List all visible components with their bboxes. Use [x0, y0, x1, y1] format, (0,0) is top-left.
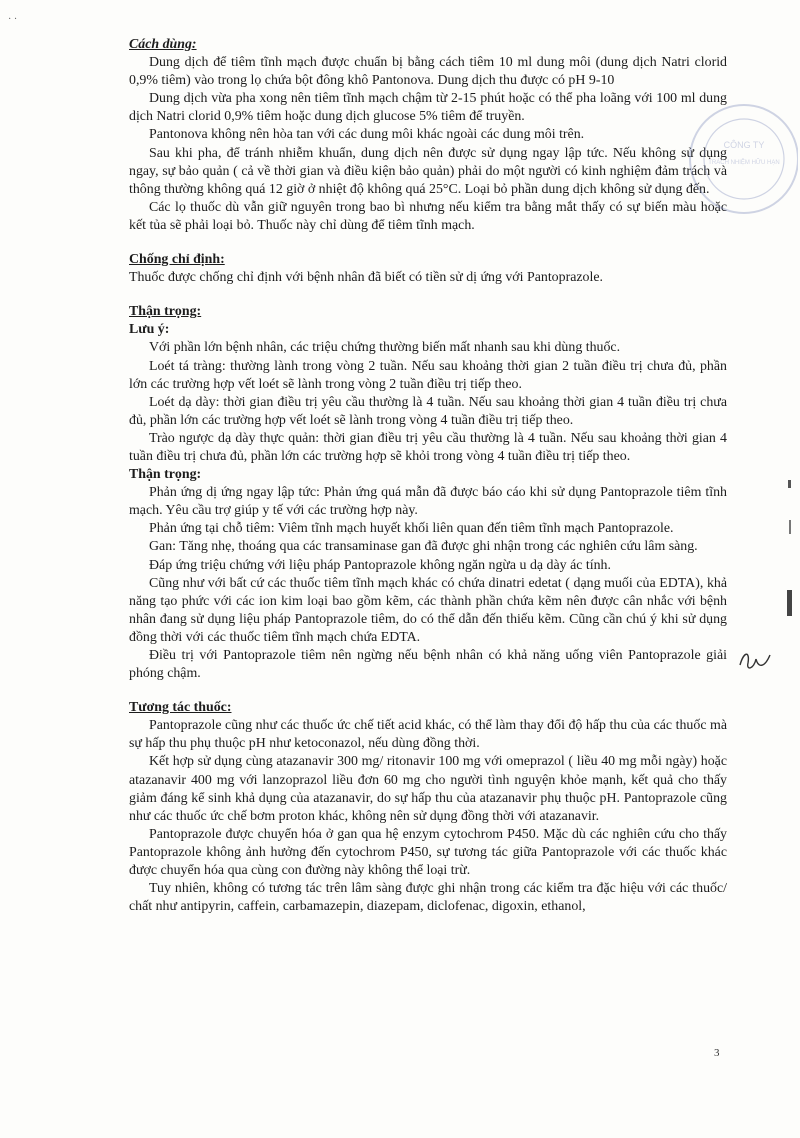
caution-paragraph: Điều trị với Pantoprazole tiêm nên ngừng nếu bệnh nhân có khả năng uống viên Pantoprazole giải phóng chậm.	[129, 648, 727, 682]
scan-speck: · ·	[8, 14, 18, 25]
interactions-paragraph: Kết hợp sử dụng cùng atazanavir 300 mg/ ritonavir 100 mg với omeprazol ( liều 40 mg mỗi ngày) hoặc atazanavir 400 mg với lanzoprazol liều đơn 60 mg cho người tình nguyện khỏe mạnh, kết quả cho thấy giảm đáng kể sinh khả dụng của atazanavir, do sự hấp thu của atazanavir phụ thuộc pH. Pantoprazole cũng như các thuốc ức chế bơm proton khác, không nên sử dụng đồng thời với atazanavir.	[129, 754, 727, 824]
stamp-text-top: CÔNG TY	[723, 140, 765, 150]
interactions-paragraph: Pantoprazole cũng như các thuốc ức chế tiết acid khác, có thể làm thay đổi độ hấp thu của các thuốc mà sự hấp thu phụ thuộc pH như ketoconazol, nếu dùng đồng thời.	[129, 718, 727, 752]
interactions-heading: Tương tác thuốc:	[129, 700, 232, 716]
caution-heading: Thận trọng:	[129, 304, 202, 320]
contraindication-paragraph: Thuốc được chống chỉ định với bệnh nhân đã biết có tiền sử dị ứng với Pantoprazole.	[129, 270, 603, 286]
caution-subheading: Thận trọng:	[129, 467, 202, 483]
binding-edge-marks	[786, 480, 794, 620]
stamp-text-mid: TRÁCH NHIỆM HỮU HẠN	[708, 160, 780, 166]
note-paragraph: Loét dạ dày: thời gian điều trị yêu cầu thường là 4 tuần. Nếu sau khoảng thời gian 4 tuần điều trị chưa đủ, phần lớn các trường hợp vết loét sẽ lành trong vòng 4 tuần điều trị tiếp theo.	[129, 394, 727, 428]
usage-paragraph: Các lọ thuốc dù vẫn giữ nguyên trong bao bì nhưng nếu kiểm tra bằng mắt thấy có sự biến màu hoặc kết tủa sẽ phải loại bỏ. Thuốc này chỉ dùng để tiêm tĩnh mạch.	[129, 199, 727, 233]
note-paragraph: Trào ngược dạ dày thực quản: thời gian điều trị yêu cầu thường là 4 tuần. Nếu sau khoảng thời gian 4 tuần điều trị chưa đủ, phần lớn các trường hợp sẽ khỏi trong vòng 4 tuần điều trị tiếp theo.	[129, 430, 727, 464]
usage-heading: Cách dùng:	[129, 37, 197, 52]
caution-paragraph: Gan: Tăng nhẹ, thoáng qua các transaminase gan đã được ghi nhận trong các nghiên cứu lâm sàng.	[149, 539, 698, 555]
usage-paragraph: Dung dịch để tiêm tĩnh mạch được chuẩn bị bằng cách tiêm 10 ml dung môi (dung dịch Natri clorid 0,9% tiêm) vào trong lọ chứa bột đông khô Pantonova. Dung dịch thu được có pH 9-10	[129, 55, 727, 89]
usage-paragraph: Sau khi pha, để tránh nhiễm khuẩn, dung dịch nên được sử dụng ngay lập tức. Nếu không sử dụng ngay, sự bảo quản ( cả về thời gian và điều kiện bảo quản) phải do một người có kinh nghiệm đảm trách và thông thường không quá 12 giờ ở nhiệt độ không quá 25°C. Loại bỏ phần dung dịch không sử dụng đến.	[129, 145, 727, 197]
document-body	[129, 36, 727, 916]
page-number: 3	[714, 1047, 720, 1059]
interactions-paragraph: Pantoprazole được chuyển hóa ở gan qua hệ enzym cytochrom P450. Mặc dù các nghiên cứu cho thấy Pantoprazole không ảnh hưởng đến cytochrom P450, sự tương tác giữa Pantoprazole với các thuốc khác được chuyển hóa qua cùng con đường này không thể loại trừ.	[129, 826, 727, 879]
note-paragraph: Với phần lớn bệnh nhân, các triệu chứng thường biến mất nhanh sau khi dùng thuốc.	[149, 340, 621, 356]
caution-paragraph: Phản ứng dị ứng ngay lập tức: Phản ứng quá mẫn đã được báo cáo khi sử dụng Pantoprazole tiêm tĩnh mạch. Yêu cầu trợ giúp y tế với các trường hợp này.	[129, 485, 727, 519]
note-heading: Lưu ý:	[129, 322, 170, 338]
contraindication-heading: Chống chỉ định:	[129, 252, 225, 268]
usage-paragraph: Dung dịch vừa pha xong nên tiêm tĩnh mạch chậm từ 2-15 phút hoặc có thể pha loãng với 100 ml dung dịch Natri clorid 0,9% tiêm hoặc dung dịch glucose 5% tiêm để truyền.	[129, 91, 727, 125]
interactions-paragraph: Tuy nhiên, không có tương tác trên lâm sàng được ghi nhận trong các kiểm tra đặc hiệu với các thuốc/ chất như antipyrin, caffein, carbamazepin, diazepam, diclofenac, digoxin, ethanol,	[129, 881, 727, 915]
note-paragraph: Loét tá tràng: thường lành trong vòng 2 tuần. Nếu sau khoảng thời gian 2 tuần điều trị chưa đủ, phần lớn các trường hợp vết loét sẽ lành trong vòng 2 tuần điều trị tiếp theo.	[129, 358, 727, 392]
caution-paragraph: Đáp ứng triệu chứng với liệu pháp Pantoprazole không ngăn ngừa u dạ dày ác tính.	[149, 557, 611, 573]
caution-paragraph: Cũng như với bất cứ các thuốc tiêm tĩnh mạch khác có chứa dinatri edetat ( dạng muối của EDTA), khả năng tạo phức với các ion kim loại bao gồm kẽm, các thành phần chứa kẽm nên được cân nhắc với bệnh nhân đang sử dụng liệu pháp Pantoprazole tiêm, do có thể dẫn đến thiếu kẽm. Cũng cần chú ý khi sử dụng đồng thời với các thuốc tiêm tĩnh mạch chứa EDTA.	[129, 575, 727, 645]
handwritten-initials	[736, 645, 776, 675]
caution-paragraph: Phản ứng tại chỗ tiêm: Viêm tĩnh mạch huyết khối liên quan đến tiêm tĩnh mạch Pantoprazole.	[149, 521, 674, 537]
usage-paragraph: Pantonova không nên hòa tan với các dung môi khác ngoài các dung môi trên.	[149, 127, 585, 143]
